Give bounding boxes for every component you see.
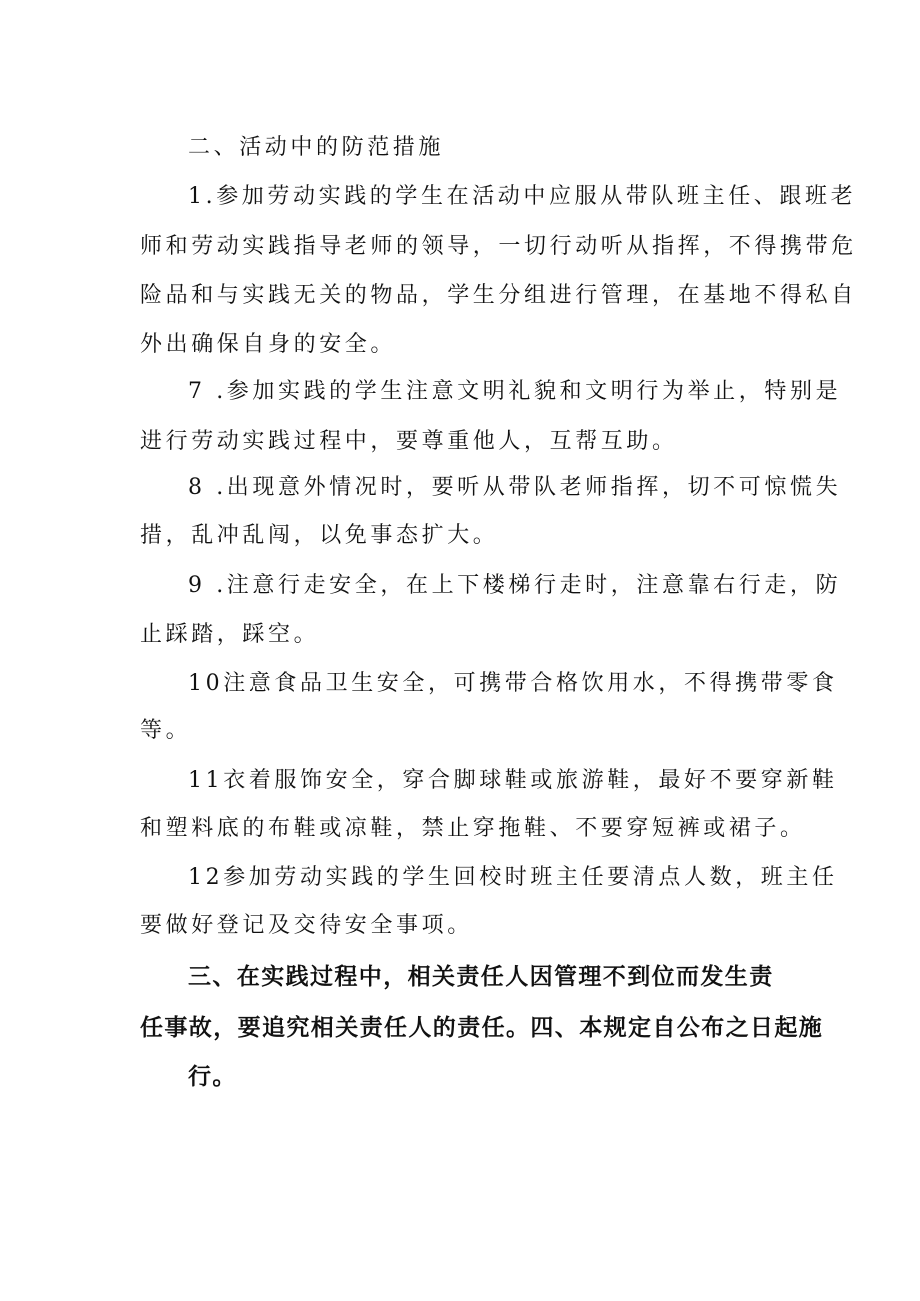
section-three-line-3: 行。 [188,1064,237,1090]
item-1-line-2: 师和劳动实践指导老师的领导，一切行动听从指挥，不得携带危 [140,234,857,259]
item-11-line-2: 和塑料底的布鞋或凉鞋，禁止穿拖鞋、不要穿短裤或裙子。 [140,816,806,841]
item-8-line-2: 措，乱冲乱闯，以免事态扩大。 [140,523,499,548]
section-three-line-1: 三、在实践过程中，相关责任人因管理不到位而发生责 [188,964,774,990]
item-9-line-2: 止踩踏，踩空。 [140,622,320,647]
item-1-line-4: 外出确保自身的安全。 [140,332,397,357]
item-11-line-1: 11衣着服饰安全，穿合脚球鞋或旅游鞋，最好不要穿新鞋 [188,768,838,793]
section-three-line-2: 任事故，要追究相关责任人的责任。四、本规定自公布之日起施 [140,1015,824,1041]
item-1-line-3: 险品和与实践无关的物品，学生分组进行管理，在基地不得私自 [140,283,857,308]
item-10-line-1: 10注意食品卫生安全，可携带合格饮用水，不得携带零食 [188,671,838,696]
section-heading: 二、活动中的防范措施 [188,135,445,160]
item-7-line-1: 7 .参加实践的学生注意文明礼貌和文明行为举止，特别是 [188,379,842,404]
item-9-line-1: 9 .注意行走安全，在上下楼梯行走时，注意靠右行走，防 [188,573,842,598]
item-1-line-1: 1.参加劳动实践的学生在活动中应服从带队班主任、跟班老 [188,184,857,209]
item-12-line-1: 12参加劳动实践的学生回校时班主任要清点人数，班主任 [188,865,838,890]
item-10-line-2: 等。 [140,718,192,743]
item-7-line-2: 进行劳动实践过程中，要尊重他人，互帮互助。 [140,429,678,454]
item-8-line-1: 8 .出现意外情况时，要听从带队老师指挥，切不可惊慌失 [188,475,842,500]
item-12-line-2: 要做好登记及交待安全事项。 [140,913,473,938]
